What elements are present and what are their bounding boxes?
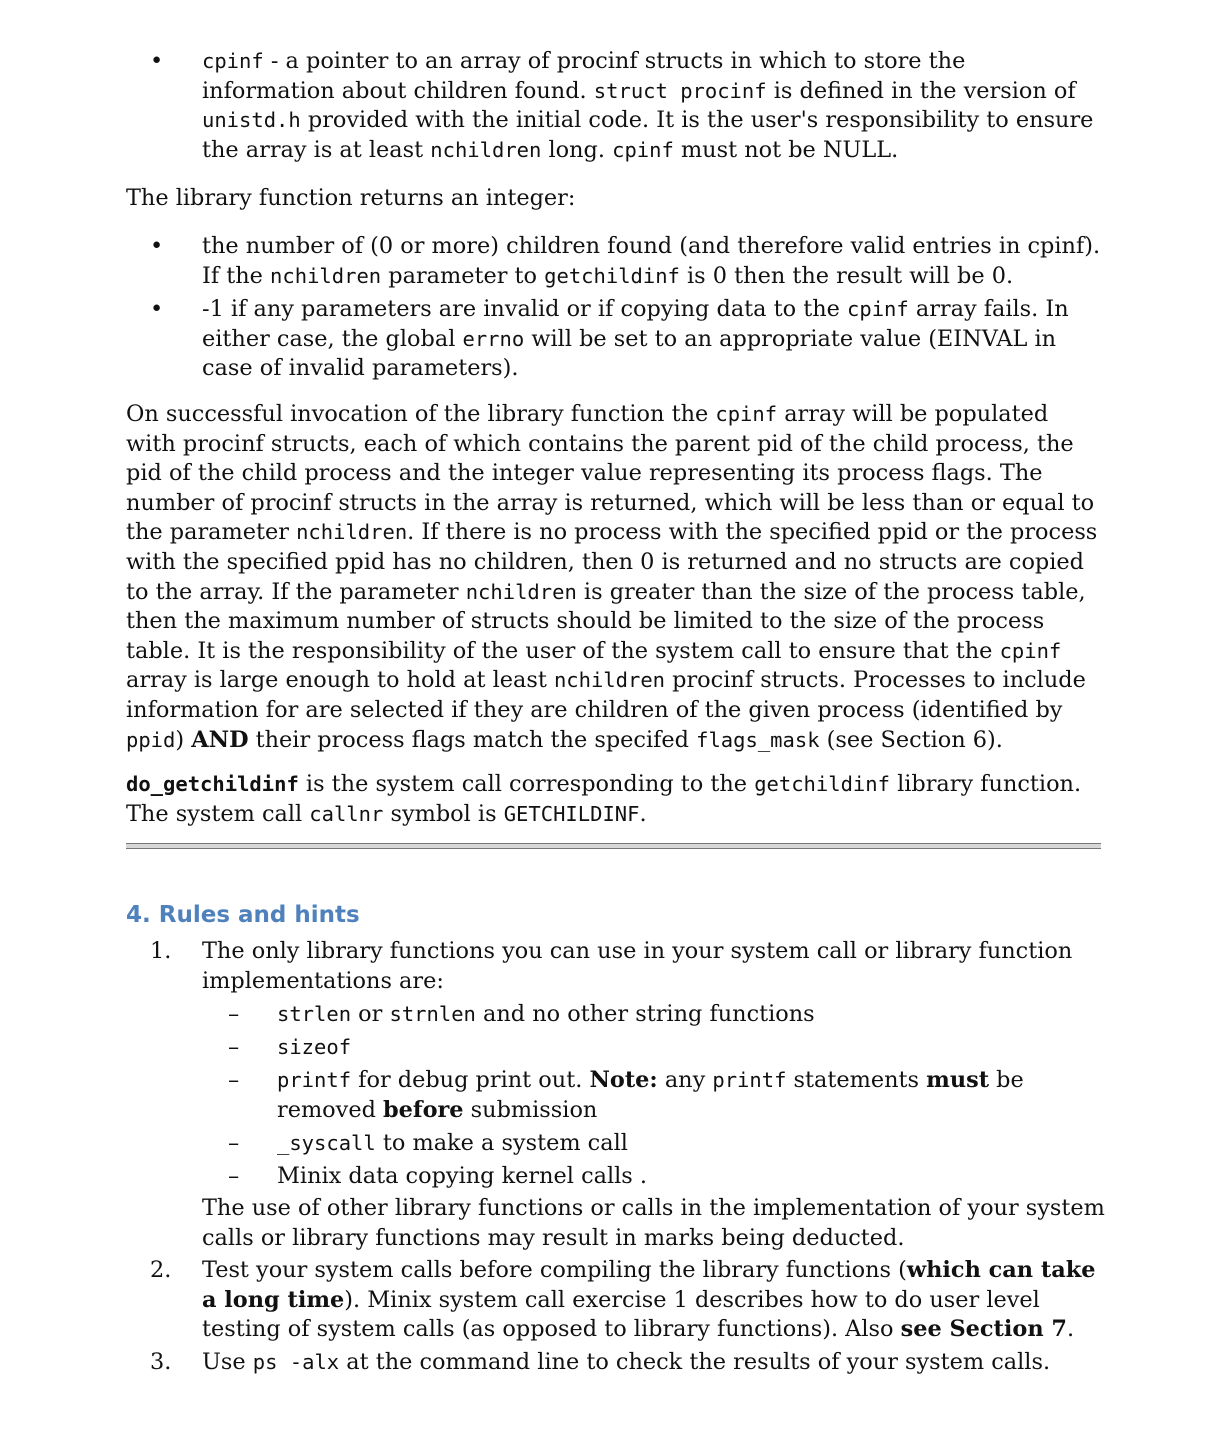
syscall-paragraph: do_getchildinf is the system call corresponding to the getchildinf library function. The system call callnr symbol is GETCHILDINF.	[126, 771, 1082, 827]
list-item: – Minix data copying kernel calls .	[0, 1162, 1107, 1192]
success-paragraph: On successful invocation of the library function the cpinf array will be populated with procinf structs, each of which contains the parent pid of the child process, the pid of the child process and the integer value representing its process flags. The number of procinf structs in the array is returned, which will be less than or equal to the parameter nchildren. If there is no process with the specified ppid or the process with the specified ppid has no children, then 0 is returned and no structs are copied to the array. If the parameter nchildren is greater than the size of the process table, then the maximum number of structs should be limited to the size of the process table. It is the responsibility of the user of the system call to ensure that the cpinf array is large enough to hold at least nchildren procinf structs. Processes to include information for are selected if they are children of the given process (identified by ppid) AND their process flags match the specifed flags_mask (see Section 6).	[126, 401, 1098, 753]
bullet-marker: •	[150, 296, 164, 323]
parameter-bullet-list	[0, 47, 1229, 165]
list-item: • cpinf - a pointer to an array of procinf structs in which to store the information about children found. struct procinf is defined in the version of unistd.h provided with the initial code. It is the user's responsibility to ensure the array is at least nchildren long. cpinf must not be NULL.	[150, 48, 1094, 163]
bullet-marker: •	[150, 233, 164, 259]
returns-intro: The library function returns an integer:	[126, 185, 576, 211]
list-number: 2.	[150, 1257, 172, 1283]
rule-intro: The only library functions you can use in your system call or library function implementations are:	[202, 938, 1073, 994]
list-number: 3.	[150, 1349, 172, 1375]
list-item: • -1 if any parameters are invalid or if copying data to the cpinf array fails. In either case, the global errno will be set to an appropriate value (EINVAL in case of invalid parameters).	[150, 296, 1069, 382]
dash-marker: –	[228, 1067, 240, 1094]
dash-marker: –	[228, 1129, 240, 1156]
rule-outro: The use of other library functions or calls in the implementation of your system calls or library functions may result in marks being deducted.	[202, 1195, 1105, 1251]
bullet-marker: •	[150, 48, 164, 74]
return-bullet-list	[0, 232, 1229, 384]
section-heading: 4. Rules and hints	[126, 902, 360, 928]
dash-marker: –	[228, 1162, 240, 1189]
allowed-functions-list	[0, 1000, 1229, 1192]
list-item: • the number of (0 or more) children found (and therefore valid entries in cpinf). If the nchildren parameter to getchildinf is 0 then the result will be 0.	[150, 233, 1101, 289]
section-divider	[126, 843, 1101, 849]
list-item: – strlen or strnlen and no other string functions	[0, 1000, 1107, 1030]
list-item: – sizeof	[0, 1033, 1107, 1063]
dash-marker: –	[228, 1001, 240, 1027]
list-number: 1.	[150, 938, 172, 964]
document-page: • cpinf - a pointer to an array of procinf structs in which to store the information about children found. struct procinf is defined in the version of unistd.h provided with the initial code. It is the user's responsibility to ensure the array is at least nchildren long. cpinf must not be NULL. The library function returns an integer: • the number of (0 or more) children found (and therefore valid entries in cpinf). If the nchildren parameter to getchildinf is 0 then the result will be 0. • -1 if any parameters are invalid or if copying data to the cpinf array fails. In either case, the global errno will be set to an appropriate value (EINVAL in case of invalid parameters). On successful invocation of the library function the cpinf array will be populated with procinf structs, each of which contains the parent pid of the child process, the pid of the child process and the integer value representing its process flags. The number of procinf structs in the array is returned, which will be less than or equal to the parameter nchildren. If there is no process with the specified ppid or the process with the specified ppid has no children, then 0 is returned and no structs are copied to the array. If the parameter nchildren is greater than the size of the process table, then the maximum number of structs should be limited to the size of the process table. It is the responsibility of the user of the system call to ensure that the cpinf array is large enough to hold at least nchildren procinf structs. Processes to include information for are selected if they are children of the given process (identified by ppid) AND their process flags match the specifed flags_mask (see Section 6). do_getchildinf is the system call corresponding to the getchildinf library function. The system call callnr symbol is GETCHILDINF. 4. Rules and hints 1. The only library functions you can use in your system call or library function implementations are: – strlen or strnlen and no other string functions – sizeof – printf for debug print out. Note: any printf statements must be removed before submission – _syscall to make a system call – Minix data copying kernel calls . The use of other library functions or calls in the implementation of your system calls or library functions may result in marks being deducted. 2. Test your system calls before compiling the library functions (which can take a long time). Minix system call exercise 1 describes how to do user level testing of system calls (as opposed to library functions). Also see Section 7. 3. Use ps -alx at the command line to check the results of your system calls.	[0, 0, 1229, 1442]
list-item: – printf for debug print out. Note: any printf statements must be removed before submission	[228, 1067, 1024, 1123]
code-term: cpinf	[202, 49, 264, 73]
list-item: – _syscall to make a system call	[0, 1129, 1107, 1159]
dash-marker: –	[228, 1034, 240, 1061]
